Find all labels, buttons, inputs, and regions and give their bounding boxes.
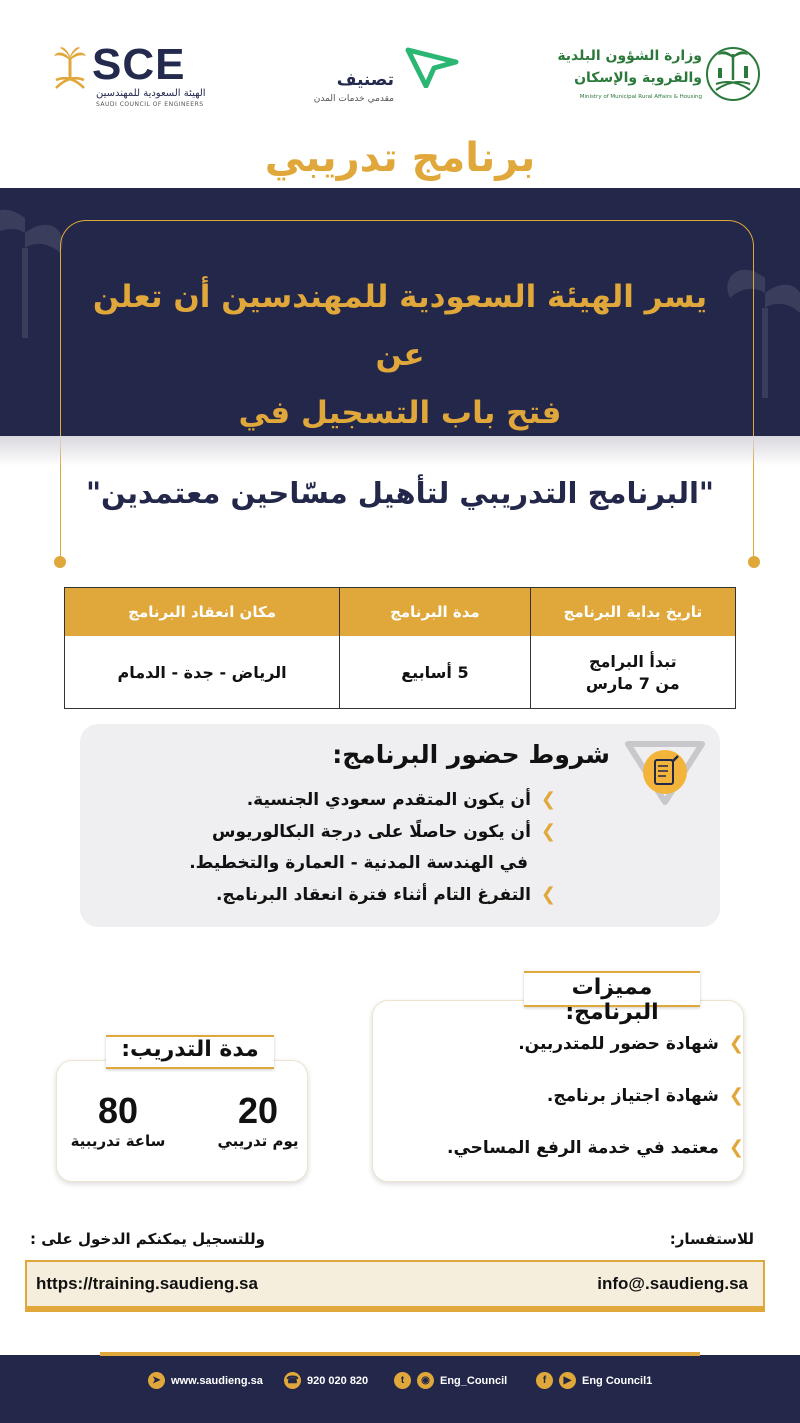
tasnif-logo [313, 42, 466, 112]
footer [0, 1355, 800, 1423]
tasnif-arrow-icon [404, 46, 460, 88]
footer-website[interactable]: ➤ www.saudieng.sa [148, 1372, 263, 1389]
header-logos [0, 0, 800, 130]
tasnif-subtitle: مقدمي خدمات المدن [313, 94, 394, 104]
ministry-emblem-icon [704, 40, 762, 104]
frame-dot-right [748, 556, 760, 568]
hours-stat [58, 1090, 178, 1150]
list-item: ❯شهادة حضور للمتدربين. [518, 1033, 744, 1054]
conditions-list [189, 784, 556, 911]
program-info-table [64, 587, 736, 709]
start-line2: من 7 مارس [585, 673, 680, 693]
ministry-name-line1: وزارة الشؤون البلدية [557, 48, 702, 64]
announcement-line1: يسر الهيئة السعودية للمهندسين أن تعلن عن [92, 279, 708, 373]
table-header-start: تاريخ بداية البرنامج [530, 588, 735, 636]
registration-link[interactable]: https://training.saudieng.sa [36, 1274, 258, 1293]
footer-facebook[interactable]: f ▶ Eng Council1 [536, 1372, 652, 1389]
page-title: برنامج تدريبي [264, 135, 536, 181]
features-title: مميزات البرنامج: [565, 975, 659, 1025]
twitter-icon: t [394, 1372, 411, 1389]
sce-logo-english: SAUDI COUNCIL OF ENGINEERS [96, 101, 204, 108]
ministry-name-line2: والقروية والإسكان [574, 70, 702, 86]
table-header-row [65, 588, 735, 636]
list-item: ❯التفرغ التام أثناء فترة انعقاد البرنامج. [215, 884, 556, 905]
footer-twitter[interactable]: t ◉ Eng_Council [394, 1372, 507, 1389]
chevron-icon: ❯ [540, 821, 556, 842]
conditions-title: شروط حضور البرنامج: [332, 740, 610, 769]
facebook-icon: f [536, 1372, 553, 1389]
register-label: وللتسجيل يمكنكم الدخول على : [30, 1230, 265, 1248]
band-shadow [0, 436, 800, 466]
footer-accent-line [100, 1352, 700, 1356]
frame-dot-left [54, 556, 66, 568]
palm-swords-icon [52, 44, 88, 90]
duration-title: مدة التدريب: [121, 1037, 259, 1062]
footer-phone[interactable]: ☎ 920 020 820 [284, 1372, 368, 1389]
list-item: ❯أن يكون المتقدم سعودي الجنسية. [246, 789, 556, 810]
phone-icon: ☎ [284, 1372, 301, 1389]
list-item: في الهندسة المدنية - العمارة والتخطيط. [189, 853, 528, 873]
table-cell-start [530, 636, 735, 709]
table-cell-location: الرياض - جدة - الدمام [117, 662, 287, 682]
list-item: ❯أن يكون حاصلًا على درجة البكالوريوس [211, 821, 556, 842]
table-header-location: مكان انعقاد البرنامج [128, 603, 277, 621]
chevron-icon: ❯ [540, 789, 556, 810]
announcement-text [70, 268, 730, 442]
list-item: ❯شهادة اجتياز برنامج. [546, 1085, 744, 1106]
sce-logo-letters: SCE [92, 40, 186, 89]
checklist-icon [620, 736, 710, 806]
sce-logo-arabic: الهيئة السعودية للمهندسين [96, 88, 206, 99]
table-row [65, 636, 735, 709]
features-list [447, 1030, 744, 1186]
table-header-duration: مدة البرنامج [339, 588, 529, 636]
table-cell-duration: 5 أسابيع [339, 636, 529, 709]
hours-label: ساعة تدريبية [70, 1132, 166, 1150]
program-name: "البرنامج التدريبي لتأهيل مسّاحين معتمدين" [85, 476, 715, 510]
days-value: 20 [237, 1090, 279, 1131]
instagram-icon: ◉ [417, 1372, 434, 1389]
chevron-icon: ❯ [728, 1085, 744, 1106]
youtube-icon: ▶ [559, 1372, 576, 1389]
inquiry-label: للاستفسار: [669, 1230, 754, 1248]
list-item: ❯معتمد في خدمة الرفع المساحي. [446, 1137, 744, 1158]
hours-value: 80 [97, 1090, 139, 1131]
sce-logo [48, 40, 206, 110]
chevron-icon: ❯ [728, 1033, 744, 1054]
inquiry-email-link[interactable]: info@.saudieng.sa [597, 1274, 748, 1293]
tasnif-name: تصنيف [336, 70, 394, 90]
days-label: يوم تدريبي [217, 1132, 299, 1150]
chevron-icon: ❯ [540, 884, 556, 905]
ministry-logo [557, 40, 762, 110]
start-line1: تبدأ البرامج [588, 651, 677, 671]
announcement-line2: فتح باب التسجيل في [238, 395, 562, 431]
days-stat [200, 1090, 316, 1150]
ministry-name-english: Ministry of Municipal Rural Affairs & Housing [579, 94, 702, 100]
chevron-icon: ❯ [728, 1137, 744, 1158]
cursor-icon: ➤ [148, 1372, 165, 1389]
